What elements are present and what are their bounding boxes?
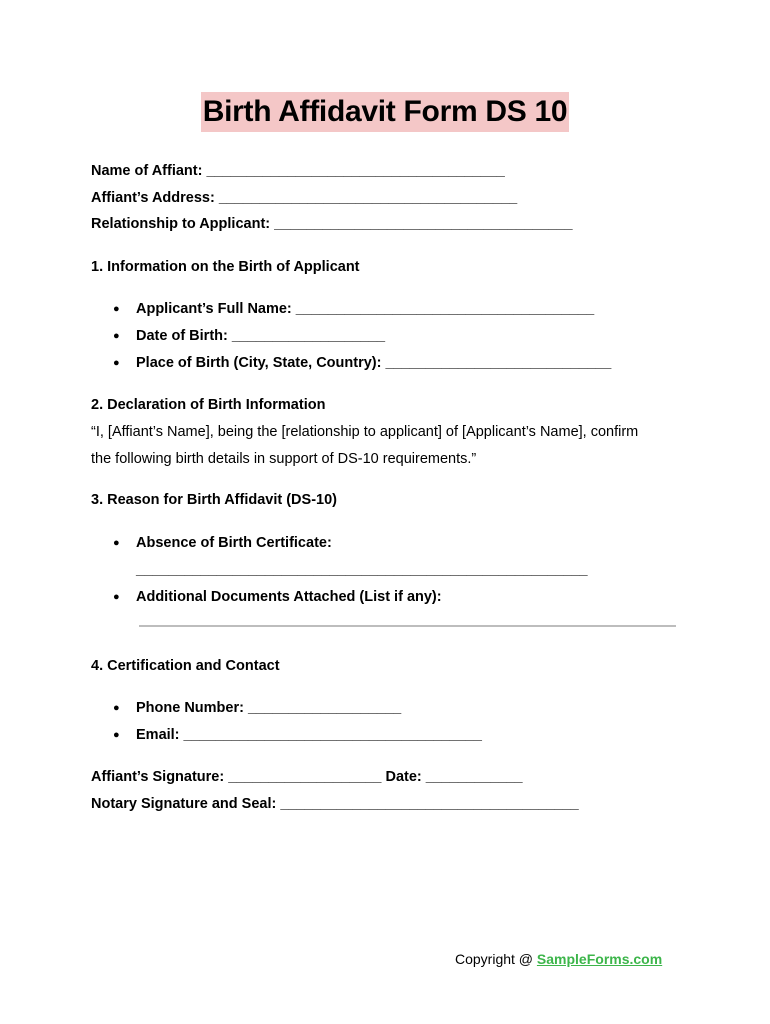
- applicant-full-name-field[interactable]: Applicant’s Full Name: _____________________________________: [136, 301, 595, 317]
- relationship-field[interactable]: Relationship to Applicant: _____________________________________: [91, 216, 573, 232]
- absence-of-certificate-field[interactable]: ________________________________________________________: [136, 562, 588, 578]
- bullet-icon: ●: [113, 330, 120, 342]
- affiant-signature-date-field[interactable]: Affiant’s Signature: ___________________ Date: ____________: [91, 769, 523, 785]
- sampleforms-link[interactable]: SampleForms.com: [536, 951, 663, 967]
- absence-of-certificate-label: Absence of Birth Certificate:: [136, 535, 332, 551]
- email-field[interactable]: Email: _____________________________________: [136, 727, 482, 743]
- bullet-icon: ●: [113, 357, 120, 369]
- date-of-birth-field[interactable]: Date of Birth: ___________________: [136, 328, 386, 344]
- copyright-footer: [455, 951, 662, 967]
- section-4-heading: 4. Certification and Contact: [91, 658, 280, 674]
- notary-signature-field[interactable]: Notary Signature and Seal: _____________________________________: [91, 796, 579, 812]
- bullet-icon: ●: [113, 729, 120, 741]
- affiant-address-field[interactable]: Affiant’s Address: _____________________________________: [91, 190, 518, 206]
- section-3-heading: 3. Reason for Birth Affidavit (DS-10): [91, 492, 337, 508]
- declaration-text-line-2: the following birth details in support of DS-10 requirements.”: [91, 451, 477, 467]
- section-2-heading: 2. Declaration of Birth Information: [91, 397, 326, 413]
- additional-documents-field[interactable]: [139, 625, 676, 627]
- place-of-birth-field[interactable]: Place of Birth (City, State, Country): ____________________________: [136, 355, 612, 371]
- declaration-text-line-1: “I, [Affiant’s Name], being the [relationship to applicant] of [Applicant’s Name], confirm: [91, 424, 639, 440]
- bullet-icon: ●: [113, 537, 120, 549]
- page-title: Birth Affidavit Form DS 10: [201, 92, 569, 132]
- title-container: [0, 92, 770, 132]
- copyright-text: Copyright @: [455, 951, 537, 967]
- phone-number-field[interactable]: Phone Number: ___________________: [136, 700, 402, 716]
- bullet-icon: ●: [113, 702, 120, 714]
- bullet-icon: ●: [113, 591, 120, 603]
- bullet-icon: ●: [113, 303, 120, 315]
- additional-documents-label: Additional Documents Attached (List if any):: [136, 589, 442, 605]
- name-of-affiant-field[interactable]: Name of Affiant: _____________________________________: [91, 163, 505, 179]
- section-1-heading: 1. Information on the Birth of Applicant: [91, 259, 360, 275]
